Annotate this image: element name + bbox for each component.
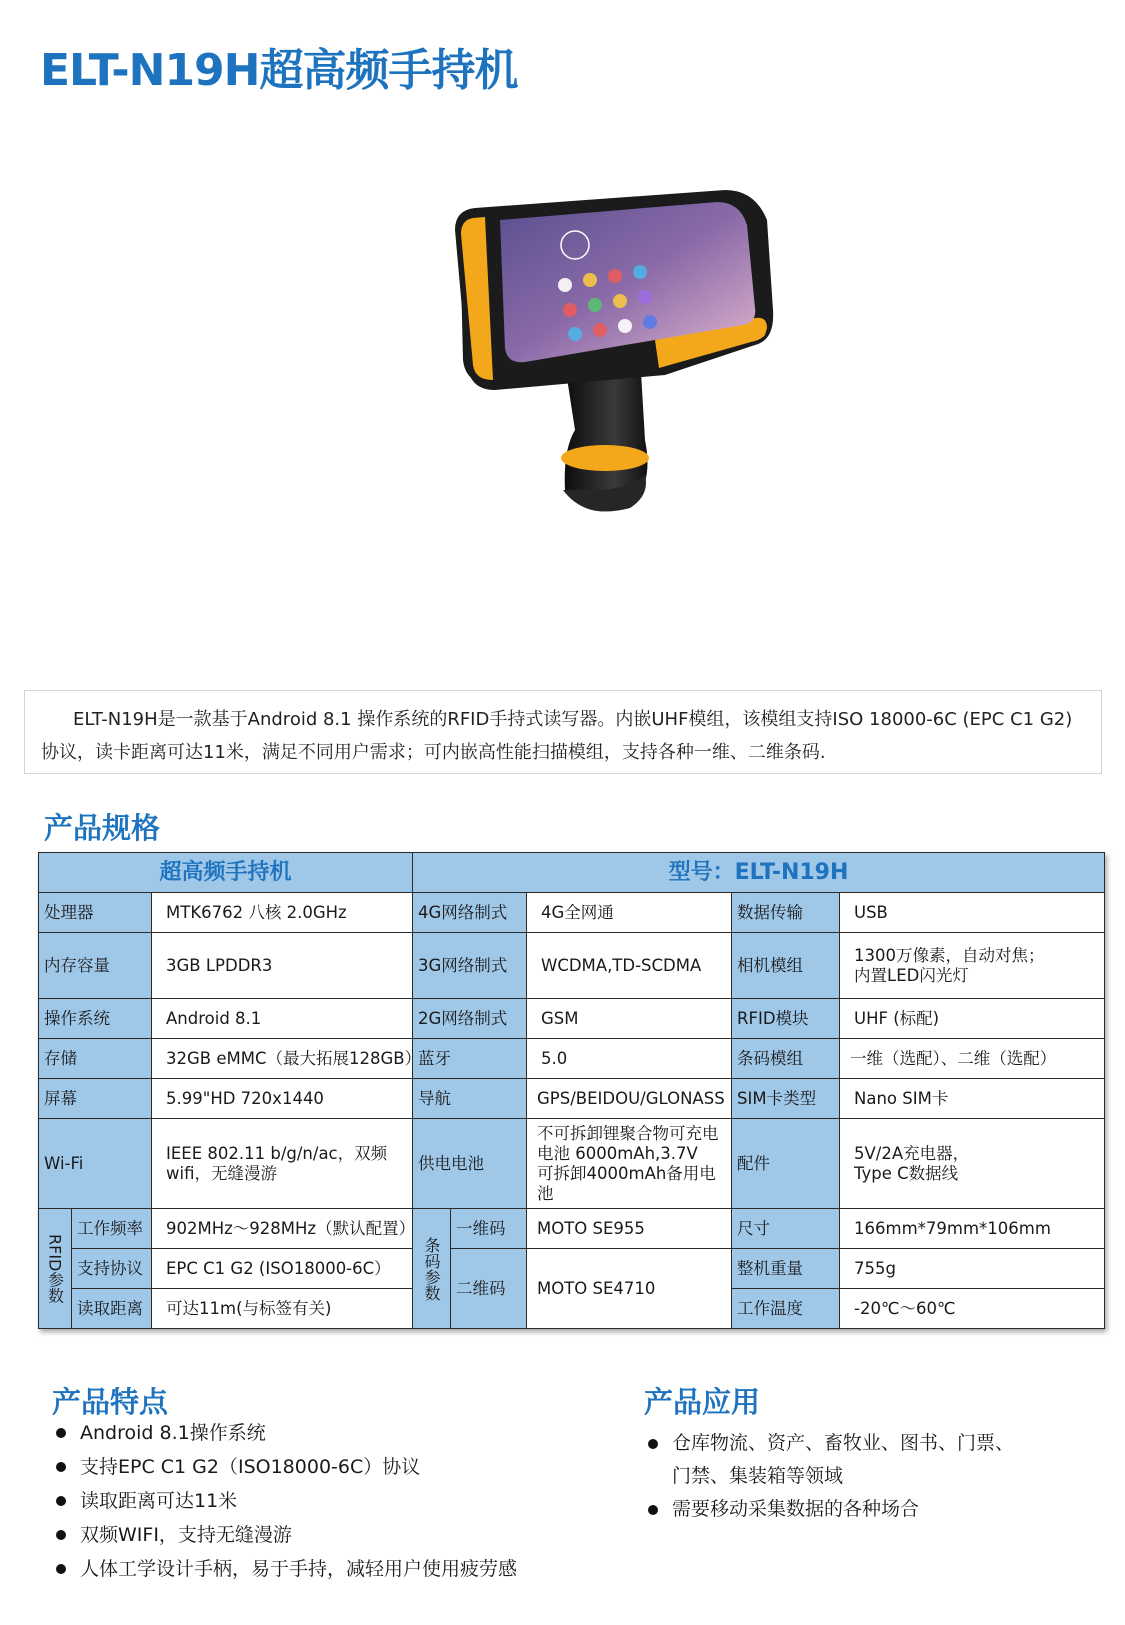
spec-label: 屏幕 xyxy=(39,1079,152,1119)
spec-label: 2G网络制式 xyxy=(413,999,527,1039)
spec-label: 数据传输 xyxy=(732,893,840,933)
spec-value: 5V/2A充电器， Type C数据线 xyxy=(840,1119,1105,1209)
intro-paragraph xyxy=(24,690,1102,774)
spec-label: 二维码 xyxy=(451,1249,527,1329)
spec-label: 一维码 xyxy=(451,1209,527,1249)
spec-value: MOTO SE955 xyxy=(527,1209,732,1249)
spec-label: RFID模块 xyxy=(732,999,840,1039)
table-row xyxy=(39,933,1105,999)
list-item: 需要移动采集数据的各种场合 xyxy=(644,1493,1044,1526)
spec-value: 166mm*79mm*106mm xyxy=(840,1209,1105,1249)
spec-value: MOTO SE4710 xyxy=(527,1249,732,1329)
spec-label: 蓝牙 xyxy=(413,1039,527,1079)
spec-value: 1300万像素，自动对焦； 内置LED闪光灯 xyxy=(840,933,1105,999)
spec-label: 支持协议 xyxy=(72,1249,152,1289)
table-row xyxy=(39,1039,1105,1079)
spec-label: 处理器 xyxy=(39,893,152,933)
spec-value: 902MHz～928MHz（默认配置） xyxy=(152,1209,413,1249)
spec-value: 一维（选配）、二维（选配） xyxy=(840,1039,1105,1079)
table-row xyxy=(39,999,1105,1039)
features-list xyxy=(52,1416,517,1586)
spec-header-right: 型号：ELT-N19H xyxy=(413,853,1105,893)
spec-heading: 产品规格 xyxy=(44,811,161,845)
list-item: 仓库物流、资产、畜牧业、图书、门票、 门禁、集装箱等领域 xyxy=(644,1427,1044,1493)
spec-value: 5.99"HD 720x1440 xyxy=(152,1079,413,1119)
list-item: 双频WIFI，支持无缝漫游 xyxy=(52,1518,517,1552)
spec-label: 工作频率 xyxy=(72,1209,152,1249)
spec-value: EPC C1 G2 (ISO18000-6C） xyxy=(152,1249,413,1289)
spec-value: 3GB LPDDR3 xyxy=(152,933,413,999)
spec-label: 供电电池 xyxy=(413,1119,527,1209)
spec-label: 条码模组 xyxy=(732,1039,840,1079)
spec-label: 读取距离 xyxy=(72,1289,152,1329)
rfid-group-label xyxy=(39,1209,72,1329)
barcode-group-label xyxy=(413,1209,451,1329)
table-row xyxy=(39,1209,1105,1249)
table-row xyxy=(39,1079,1105,1119)
spec-label: 操作系统 xyxy=(39,999,152,1039)
spec-label: 工作温度 xyxy=(732,1289,840,1329)
spec-label: 内存容量 xyxy=(39,933,152,999)
barcode-group-text: 条码参数 xyxy=(422,1236,441,1301)
applications-list xyxy=(644,1427,1044,1526)
spec-value: IEEE 802.11 b/g/n/ac，双频 wifi，无缝漫游 xyxy=(152,1119,413,1209)
list-item: 人体工学设计手柄，易于手持，减轻用户使用疲劳感 xyxy=(52,1552,517,1586)
spec-label: 导航 xyxy=(413,1079,527,1119)
spec-value: 755g xyxy=(840,1249,1105,1289)
spec-label: 配件 xyxy=(732,1119,840,1209)
spec-header-row xyxy=(39,853,1105,893)
spec-label: Wi-Fi xyxy=(39,1119,152,1209)
spec-value: Android 8.1 xyxy=(152,999,413,1039)
spec-value: 5.0 xyxy=(527,1039,732,1079)
intro-text: ELT-N19H是一款基于Android 8.1 操作系统的RFID手持式读写器。内嵌UHF模组，该模组支持ISO 18000-6C (EPC C1 G2)协议，读卡距离可达11米，满足不同用户需求；可内嵌高性能扫描模组，支持各种一维、二维条码. xyxy=(41,709,1073,763)
spec-value: 32GB eMMC（最大拓展128GB） xyxy=(152,1039,413,1079)
rfid-group-text: RFID参数 xyxy=(45,1233,65,1304)
spec-label: 相机模组 xyxy=(732,933,840,999)
spec-value: 4G全网通 xyxy=(527,893,732,933)
spec-value: WCDMA,TD-SCDMA xyxy=(527,933,732,999)
table-row xyxy=(39,1119,1105,1209)
table-row xyxy=(39,1249,1105,1289)
spec-header-left: 超高频手持机 xyxy=(39,853,413,893)
spec-table xyxy=(38,852,1105,1329)
page-title: ELT-N19H超高频手持机 xyxy=(40,45,518,96)
spec-value: UHF (标配) xyxy=(840,999,1105,1039)
spec-label: 尺寸 xyxy=(732,1209,840,1249)
spec-label: 存储 xyxy=(39,1039,152,1079)
spec-value: Nano SIM卡 xyxy=(840,1079,1105,1119)
spec-label: 4G网络制式 xyxy=(413,893,527,933)
spec-label: 整机重量 xyxy=(732,1249,840,1289)
spec-value: USB xyxy=(840,893,1105,933)
spec-value: 可达11m(与标签有关) xyxy=(152,1289,413,1329)
device-image xyxy=(455,190,805,530)
list-item: 支持EPC C1 G2（ISO18000-6C）协议 xyxy=(52,1450,517,1484)
spec-value: GPS/BEIDOU/GLONASS xyxy=(527,1079,732,1119)
spec-value: 不可拆卸锂聚合物可充电 电池 6000mAh,3.7V 可拆卸4000mAh备用电 池 xyxy=(527,1119,732,1209)
applications-heading: 产品应用 xyxy=(644,1385,761,1419)
table-row xyxy=(39,893,1105,933)
spec-value: -20℃～60℃ xyxy=(840,1289,1105,1329)
spec-label: 3G网络制式 xyxy=(413,933,527,999)
list-item: Android 8.1操作系统 xyxy=(52,1416,517,1450)
spec-value: MTK6762 八核 2.0GHz xyxy=(152,893,413,933)
spec-value: GSM xyxy=(527,999,732,1039)
list-item: 读取距离可达11米 xyxy=(52,1484,517,1518)
features-heading: 产品特点 xyxy=(52,1385,169,1419)
spec-label: SIM卡类型 xyxy=(732,1079,840,1119)
